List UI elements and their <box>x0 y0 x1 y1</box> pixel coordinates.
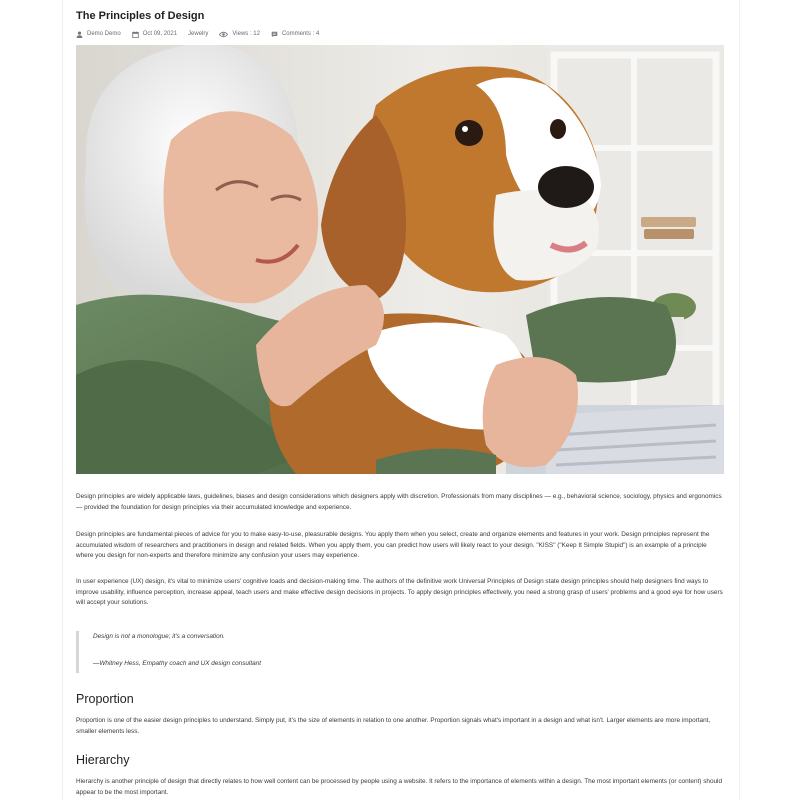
eye-icon <box>219 31 228 38</box>
post-meta <box>76 29 319 39</box>
article-paragraph: In user experience (UX) design, it's vital to minimize users' cognitive loads and decision-making time. The authors of the definitive work Universal Principles of Design state design principles should help designers find ways to improve usability, influence perception, increase appeal, teach users and make effective design decisions in projects. To apply design principles effectively, you need a strong grasp of users' problems and a good eye for how users will accept your solutions. <box>76 578 723 606</box>
hero-image <box>76 45 724 474</box>
comment-icon <box>271 31 278 38</box>
meta-comments[interactable]: Comments : 4 <box>281 31 320 37</box>
user-icon <box>76 31 83 38</box>
section-paragraph: Proportion is one of the easier design principles to understand. Simply put, it's the size of elements in relation to one another. Proportion signals what's important in a design and what isn't. Larger elements are more important, smaller elements less. <box>76 717 711 735</box>
calendar-icon <box>132 31 139 38</box>
section-heading-hierarchy: Hierarchy <box>76 753 130 767</box>
section-heading-proportion: Proportion <box>76 692 134 706</box>
quote-text: Design is not a monologue; it's a conversation. <box>93 633 225 640</box>
meta-views: Views : 12 <box>232 31 260 37</box>
post-title: The Principles of Design <box>76 10 205 22</box>
hero-photo <box>76 45 724 474</box>
section-paragraph: Hierarchy is another principle of design that directly relates to how well content can be processed by people using a website. It refers to the importance of elements within a design. The most important elements (or content) should appear to be the most important. <box>76 778 723 796</box>
meta-author[interactable]: Demo Demo <box>87 31 121 37</box>
meta-date: Oct 09, 2021 <box>142 31 178 37</box>
quote-citation: —Whitney Hess, Empathy coach and UX design consultant <box>93 660 262 667</box>
meta-category[interactable]: Jewelry <box>188 31 209 37</box>
blockquote <box>76 631 727 673</box>
article-paragraph: Design principles are fundamental pieces of advice for you to make easy-to-use, pleasurable designs. You apply them when you select, create and organize elements and features in your work. Design principles represent the accumulated wisdom of researchers and practitioners in design and related fields. When you apply them, you can predict how users will likely react to your design. "KISS" ("Keep It Simple Stupid") is an example of a principle where you design for non-experts and therefore minimize any confusion your users may experience. <box>76 531 710 559</box>
article-paragraph: Design principles are widely applicable laws, guidelines, biases and design considerations which designers apply with discretion. Professionals from many disciplines — e.g., behavioral science, sociology, physics and ergonomics — provided the foundation for design principles via their accumulated knowledge and experience. <box>76 493 722 511</box>
